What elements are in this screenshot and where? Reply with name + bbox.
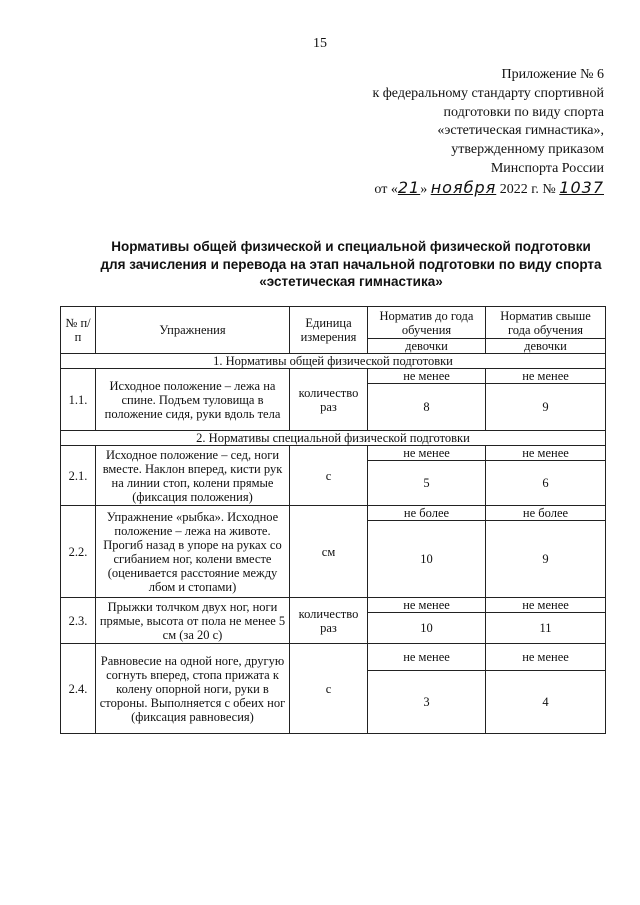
row-unit: с: [290, 446, 368, 506]
row-value-2: 4: [486, 671, 606, 734]
date-prefix: от «: [374, 181, 398, 197]
row-num: 1.1.: [61, 369, 96, 431]
header-exercise: Упражнения: [96, 307, 290, 354]
appendix-header: [340, 66, 604, 200]
header-girls-2: девочки: [486, 339, 606, 354]
row-condition-1: не менее: [368, 446, 486, 461]
title-line: «эстетическая гимнастика»: [259, 274, 443, 289]
row-value-2: 9: [486, 521, 606, 598]
header-norm-after-year: Норматив свыше года обучения: [486, 307, 606, 339]
row-value-2: 11: [486, 613, 606, 644]
appendix-line: «эстетическая гимнастика»,: [437, 123, 604, 139]
row-exercise: Исходное положение – сед, ноги вместе. Наклон вперед, кисти рук на линии стоп, колени прямые (фиксация положения): [96, 446, 290, 506]
row-exercise: Упражнение «рыбка». Исходное положение – лежа на животе. Прогиб назад в упоре на руках со сгибанием ног, колени вместе (оценивается расстояние между лбом и стопами): [96, 506, 290, 598]
row-num: 2.2.: [61, 506, 96, 598]
row-exercise: Равновесие на одной ноге, другую согнуть вперед, стопа прижата к колену опорной ноги, руки в стороны. Выполняется с обеих ног (фиксация равновесия): [96, 644, 290, 734]
row-unit: см: [290, 506, 368, 598]
title-line: для зачисления и перевода на этап начальной подготовки по виду спорта: [100, 256, 602, 272]
order-number: 1037: [559, 177, 604, 197]
appendix-line: Приложение № 6: [501, 67, 604, 82]
row-unit: с: [290, 644, 368, 734]
row-unit: количество раз: [290, 598, 368, 644]
appendix-line: подготовки по виду спорта: [443, 104, 604, 120]
row-value-2: 9: [486, 384, 606, 431]
row-condition-2: не более: [486, 506, 606, 521]
table-row: [61, 446, 606, 461]
row-condition-1: не менее: [368, 598, 486, 613]
header-row: [61, 307, 606, 339]
table-row: [61, 598, 606, 613]
row-num: 2.1.: [61, 446, 96, 506]
section-row: [61, 431, 606, 446]
order-date-line: [340, 179, 604, 200]
title-line: Нормативы общей физической и специальной физической подготовки: [111, 239, 591, 254]
date-mid: »: [420, 181, 428, 197]
section-row: [61, 354, 606, 369]
section-title: 1. Нормативы общей физической подготовки: [61, 354, 606, 369]
date-year: 2022 г. №: [499, 181, 556, 197]
table-row: [61, 506, 606, 521]
row-value-1: 10: [368, 613, 486, 644]
appendix-line: к федеральному стандарту спортивной: [372, 85, 604, 101]
row-value-1: 5: [368, 461, 486, 506]
document-title: [56, 238, 640, 291]
row-value-1: 3: [368, 671, 486, 734]
table-row: [61, 369, 606, 384]
appendix-line: Минспорта России: [490, 160, 604, 176]
row-value-1: 10: [368, 521, 486, 598]
page-number: 15: [313, 36, 327, 51]
row-value-2: 6: [486, 461, 606, 506]
row-num: 2.3.: [61, 598, 96, 644]
row-unit: количество раз: [290, 369, 368, 431]
date-month: ноября: [430, 177, 497, 197]
row-condition-2: не менее: [486, 369, 606, 384]
row-condition-1: не более: [368, 506, 486, 521]
row-condition-2: не менее: [486, 598, 606, 613]
appendix-line: утвержденному приказом: [451, 142, 604, 158]
row-value-1: 8: [368, 384, 486, 431]
row-condition-2: не менее: [486, 644, 606, 671]
row-num: 2.4.: [61, 644, 96, 734]
row-condition-1: не менее: [368, 644, 486, 671]
header-girls-1: девочки: [368, 339, 486, 354]
date-day: 21: [397, 177, 421, 197]
row-condition-2: не менее: [486, 446, 606, 461]
header-unit: Единица измерения: [290, 307, 368, 354]
header-norm-first-year: Норматив до года обучения: [368, 307, 486, 339]
header-num: № п/п: [61, 307, 96, 354]
row-exercise: Прыжки толчком двух ног, ноги прямые, высота от пола не менее 5 см (за 20 с): [96, 598, 290, 644]
row-condition-1: не менее: [368, 369, 486, 384]
norms-table: [60, 306, 606, 734]
section-title: 2. Нормативы специальной физической подготовки: [61, 431, 606, 446]
table-row: [61, 644, 606, 671]
row-exercise: Исходное положение – лежа на спине. Подъем туловища в положение сидя, руки вдоль тела: [96, 369, 290, 431]
